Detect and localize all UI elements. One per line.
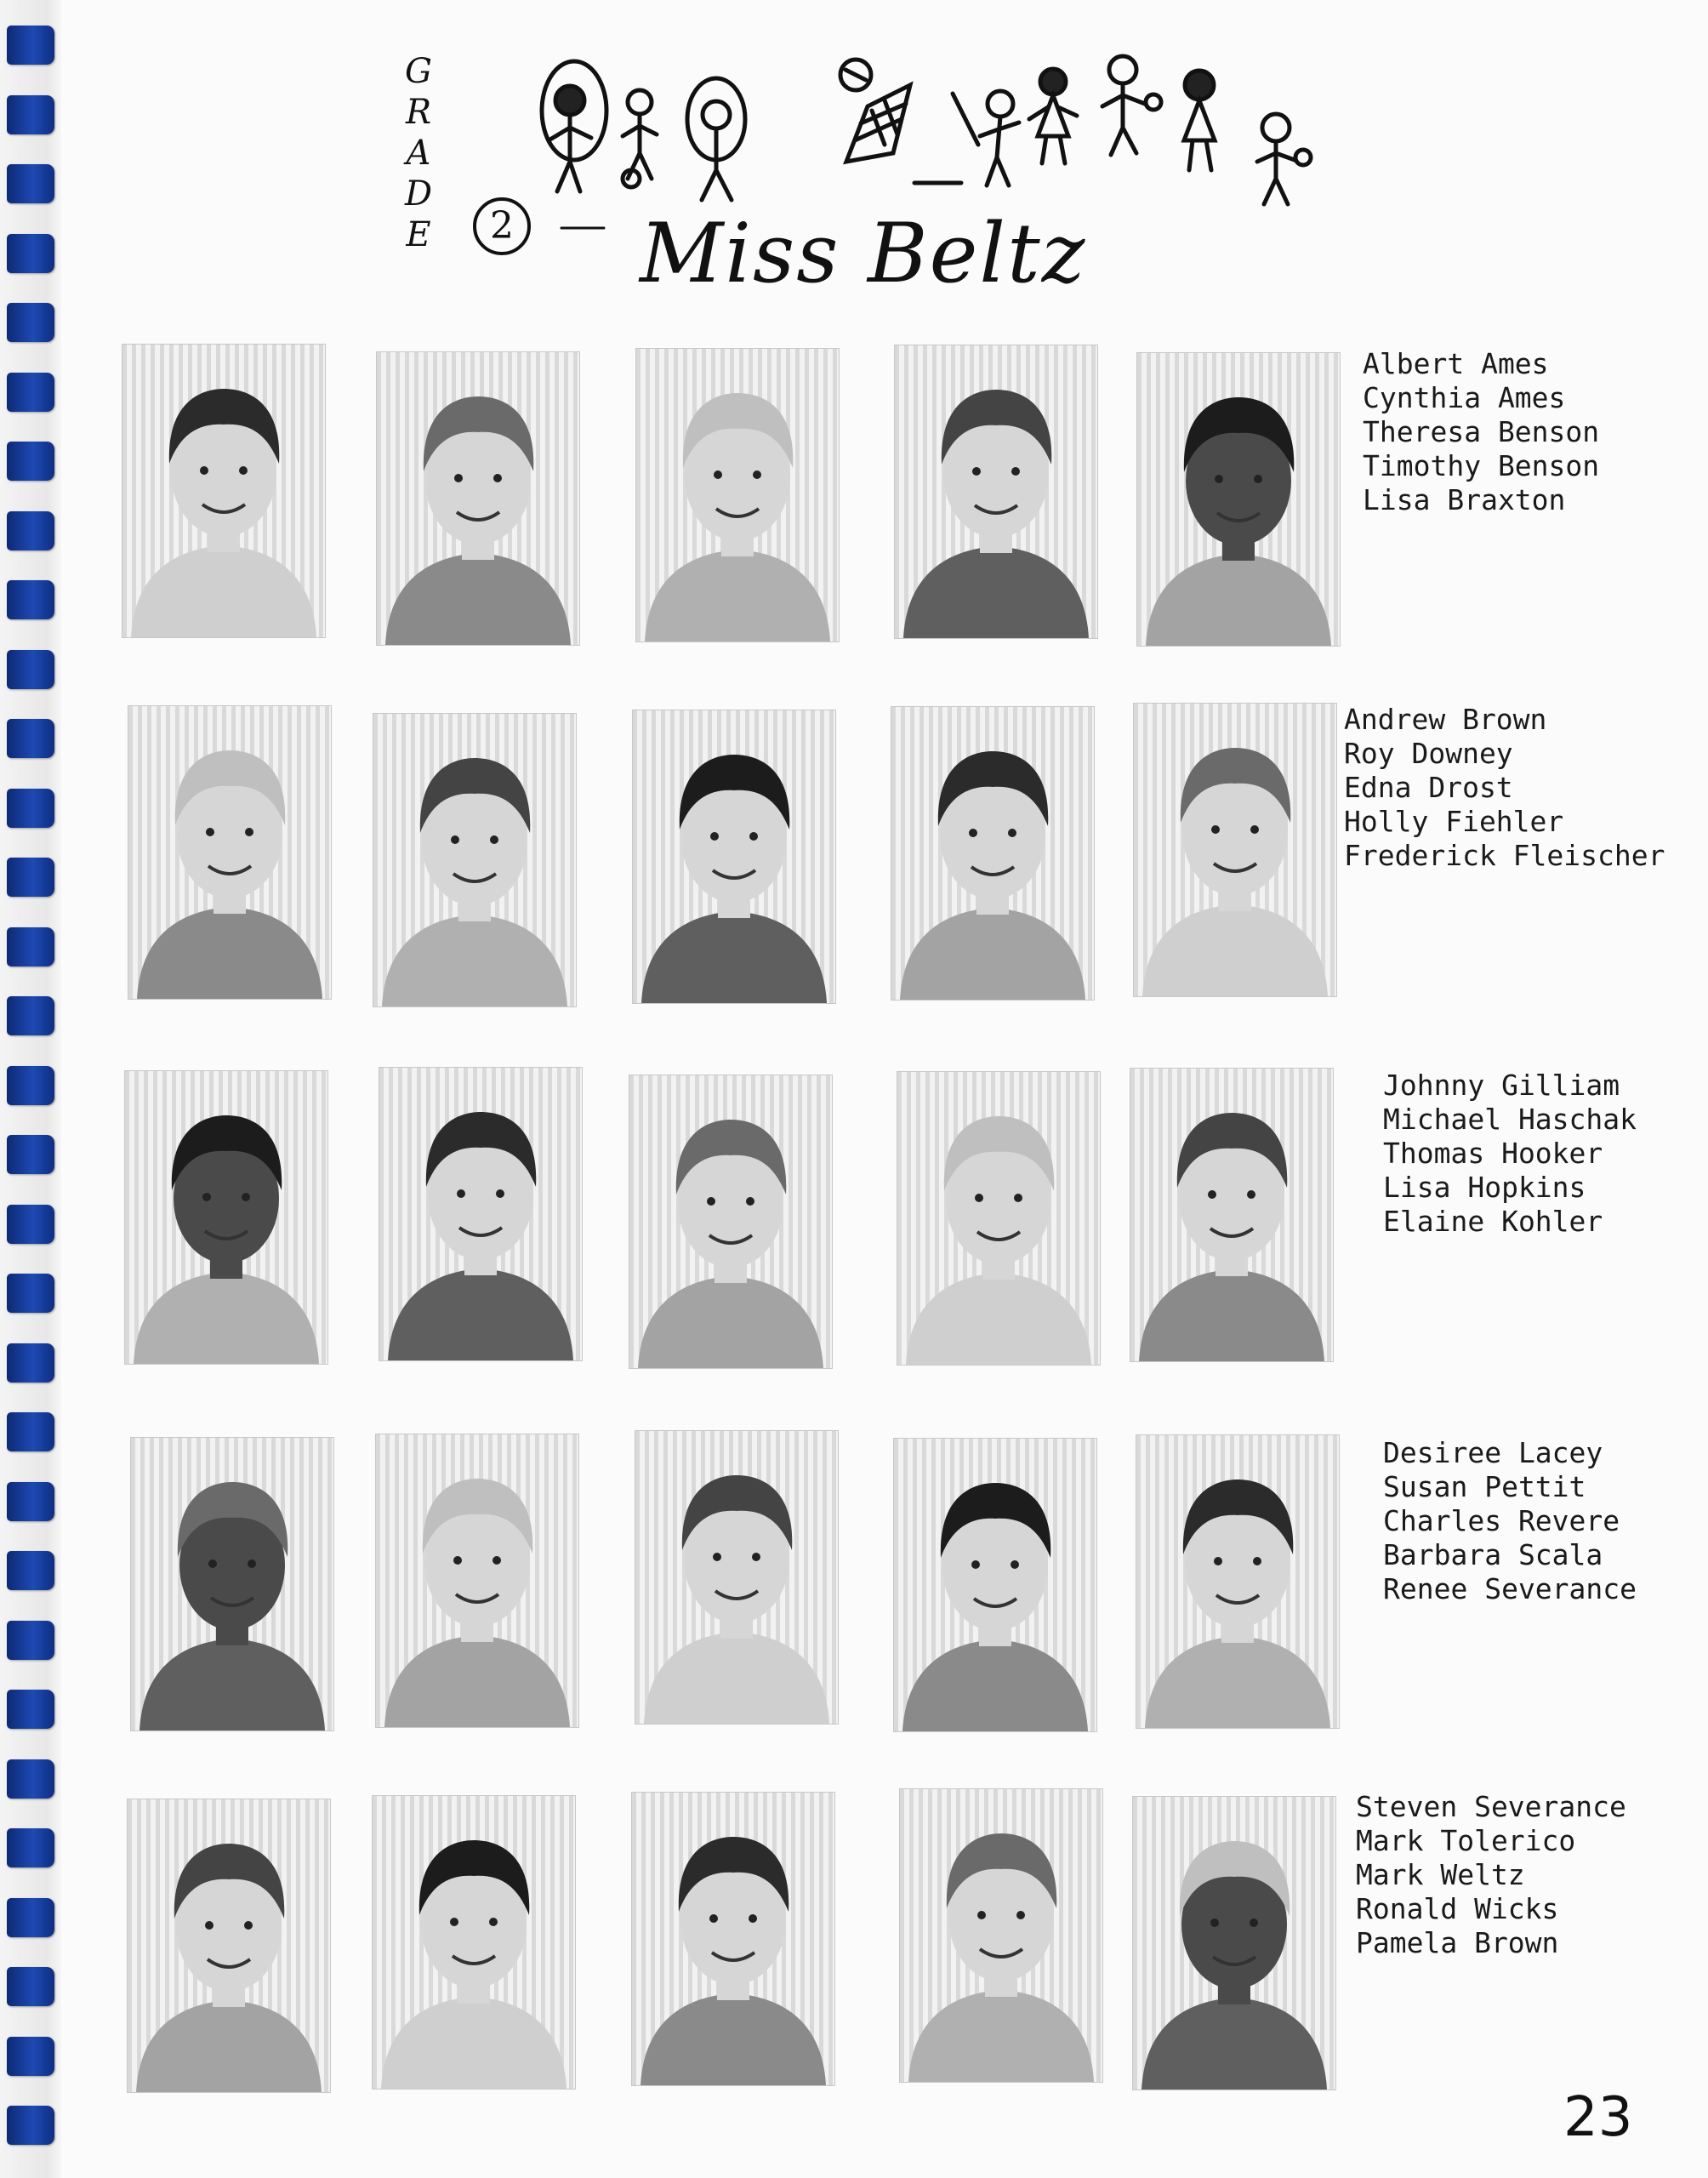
student-portrait: [124, 1070, 328, 1365]
binding-ring: [7, 442, 54, 481]
binding-ring: [7, 303, 54, 342]
binding-ring: [7, 1551, 54, 1590]
binding-ring: [7, 234, 54, 273]
binding-ring: [7, 1690, 54, 1729]
binding-ring: [7, 1482, 54, 1521]
portrait-silhouette: [376, 1434, 578, 1727]
portrait-silhouette: [633, 710, 835, 1003]
teacher-name: Miss Beltz: [640, 206, 1087, 301]
binding-ring: [7, 1205, 54, 1244]
student-portrait: [897, 1071, 1101, 1366]
binding-ring: [7, 650, 54, 689]
name-list-row-1: [1363, 347, 1599, 517]
binding-ring: [7, 164, 54, 203]
student-portrait: [379, 1067, 583, 1361]
binding-ring: [7, 1274, 54, 1313]
portrait-silhouette: [125, 1071, 327, 1364]
portrait-silhouette: [122, 345, 325, 637]
student-name: Roy Downey: [1344, 737, 1513, 770]
student-name: Johnny Gilliam: [1383, 1069, 1620, 1102]
student-portrait: [635, 1430, 839, 1725]
portrait-silhouette: [1136, 1435, 1339, 1728]
portrait-silhouette: [379, 1068, 582, 1360]
portrait-silhouette: [377, 352, 579, 645]
binding-ring: [7, 95, 54, 134]
grade-letter: G: [405, 52, 432, 91]
student-name: Cynthia Ames: [1363, 381, 1566, 414]
binding-ring: [7, 1621, 54, 1660]
binding-ring: [7, 1967, 54, 2006]
portrait-silhouette: [900, 1789, 1102, 2082]
binding-ring: [7, 858, 54, 897]
student-name: Albert Ames: [1363, 347, 1549, 380]
binding-ring: [7, 1412, 54, 1451]
portrait-silhouette: [373, 1796, 575, 2089]
binding-ring: [7, 373, 54, 412]
student-name: Frederick Fleischer: [1344, 839, 1665, 872]
binding-ring: [7, 1828, 54, 1867]
student-name: Ronald Wicks: [1356, 1892, 1559, 1925]
student-portrait: [1130, 1068, 1334, 1362]
portrait-silhouette: [1134, 704, 1336, 996]
portrait-silhouette: [128, 706, 331, 999]
student-portrait: [130, 1437, 334, 1731]
student-portrait: [375, 1434, 579, 1728]
page-number: 23: [1563, 2086, 1633, 2149]
student-portrait: [373, 713, 577, 1007]
portrait-silhouette: [373, 714, 576, 1006]
grade-letter: E: [406, 215, 431, 254]
student-name: Mark Tolerico: [1356, 1824, 1576, 1857]
binding-ring: [7, 719, 54, 758]
student-portrait: [1136, 352, 1341, 647]
binding-ring: [7, 2106, 54, 2145]
student-portrait: [894, 345, 1098, 639]
name-list-row-4: [1383, 1436, 1637, 1606]
portrait-silhouette: [629, 1075, 832, 1368]
spiral-binding: [0, 0, 61, 2178]
binding-ring: [7, 996, 54, 1035]
student-name: Susan Pettit: [1383, 1470, 1586, 1503]
binding-ring: [7, 1898, 54, 1937]
student-name: Michael Haschak: [1383, 1103, 1637, 1136]
student-name: Andrew Brown: [1344, 703, 1547, 736]
binding-ring: [7, 789, 54, 828]
student-portrait: [127, 1799, 331, 2093]
binding-ring: [7, 1135, 54, 1174]
student-name: Thomas Hooker: [1383, 1137, 1603, 1170]
student-portrait: [629, 1075, 833, 1369]
student-name: Desiree Lacey: [1383, 1436, 1603, 1469]
grade-number: 2: [473, 197, 531, 255]
student-portrait: [635, 348, 840, 642]
portrait-silhouette: [894, 1439, 1096, 1731]
binding-ring: [7, 1759, 54, 1799]
portrait-silhouette: [895, 345, 1097, 638]
grade-label: [398, 51, 439, 255]
portrait-silhouette: [1133, 1797, 1335, 2090]
name-list-row-5: [1356, 1790, 1626, 1960]
student-portrait: [128, 705, 332, 1000]
student-portrait: [891, 706, 1095, 1001]
binding-ring: [7, 2037, 54, 2076]
student-name: Mark Weltz: [1356, 1858, 1525, 1891]
portrait-silhouette: [1130, 1069, 1333, 1361]
stick-figure-doodles: [527, 34, 1344, 238]
name-list-row-2: [1344, 703, 1665, 873]
student-portrait: [372, 1795, 576, 2090]
student-name: Lisa Hopkins: [1383, 1171, 1586, 1204]
student-name: Charles Revere: [1383, 1504, 1620, 1537]
student-name: Pamela Brown: [1356, 1926, 1559, 1959]
student-name: Holly Fiehler: [1344, 805, 1564, 838]
binding-ring: [7, 580, 54, 619]
student-portrait: [631, 1792, 835, 2086]
student-portrait: [1136, 1434, 1340, 1729]
portrait-silhouette: [131, 1438, 333, 1730]
grade-letter: D: [404, 174, 433, 214]
portrait-silhouette: [635, 1431, 838, 1724]
portrait-silhouette: [636, 349, 839, 641]
portrait-silhouette: [632, 1793, 834, 2085]
student-name: Elaine Kohler: [1383, 1205, 1603, 1238]
portrait-silhouette: [128, 1799, 330, 2092]
student-portrait: [376, 351, 580, 646]
binding-ring: [7, 26, 54, 65]
binding-ring: [7, 1343, 54, 1383]
student-portrait: [632, 710, 836, 1004]
binding-ring: [7, 511, 54, 550]
portrait-silhouette: [891, 707, 1094, 1000]
grade-letter: R: [405, 93, 432, 132]
name-list-row-3: [1383, 1069, 1637, 1239]
student-name: Steven Severance: [1356, 1790, 1626, 1823]
student-name: Theresa Benson: [1363, 415, 1600, 448]
grade-letter: A: [406, 134, 431, 173]
student-name: Edna Drost: [1344, 771, 1513, 804]
student-name: Barbara Scala: [1383, 1538, 1603, 1571]
student-name: Lisa Braxton: [1363, 483, 1566, 516]
student-portrait: [899, 1788, 1103, 2083]
binding-ring: [7, 927, 54, 966]
student-portrait: [1133, 703, 1337, 997]
student-portrait: [1132, 1796, 1336, 2090]
student-name: Renee Severance: [1383, 1572, 1637, 1605]
student-portrait: [893, 1438, 1097, 1732]
student-portrait: [122, 344, 326, 638]
binding-ring: [7, 1066, 54, 1105]
portrait-silhouette: [1137, 353, 1340, 646]
portrait-silhouette: [897, 1072, 1100, 1365]
student-name: Timothy Benson: [1363, 449, 1600, 482]
